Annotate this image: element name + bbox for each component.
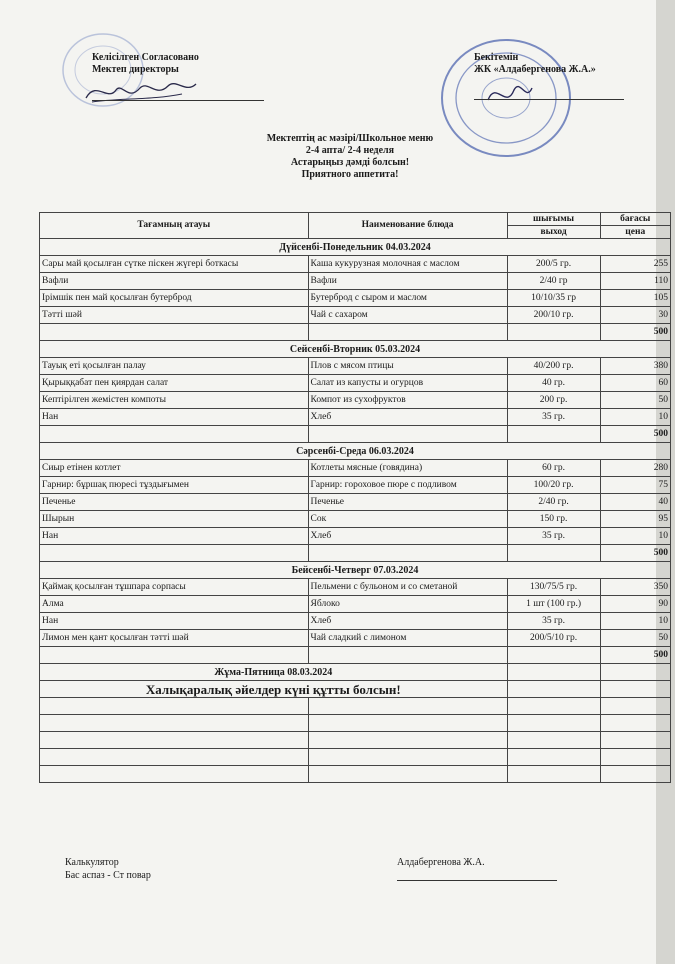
dish-name-kz: Қырыққабат пен қиярдан салат <box>40 375 309 392</box>
approval-left-line1: Келісілген Согласовано <box>92 52 199 63</box>
dish-name-ru: Каша кукурузная молочная с маслом <box>308 256 507 273</box>
signature-line-right <box>474 99 624 100</box>
day-total: 500 <box>600 647 670 664</box>
day-title: Сейсенбі-Вторник 05.03.2024 <box>40 341 671 358</box>
dish-price: 30 <box>600 307 670 324</box>
day-total: 500 <box>600 545 670 562</box>
dish-price: 10 <box>600 613 670 630</box>
table-row <box>40 273 671 290</box>
dish-price: 10 <box>600 409 670 426</box>
dish-output: 200/5/10 гр. <box>507 630 600 647</box>
day-title-row <box>40 341 671 358</box>
dish-output: 150 гр. <box>507 511 600 528</box>
director-signature <box>82 72 202 112</box>
dish-price: 60 <box>600 375 670 392</box>
empty-cell <box>600 698 670 715</box>
dish-output: 1 шт (100 гр.) <box>507 596 600 613</box>
total-empty <box>507 426 600 443</box>
dish-output: 2/40 гр. <box>507 494 600 511</box>
empty-cell <box>600 766 670 783</box>
dish-name-kz: Лимон мен қант қосылған тәтті шәй <box>40 630 309 647</box>
title-line4: Приятного аппетита! <box>301 169 399 180</box>
table-row <box>40 528 671 545</box>
dish-name-kz: Кептірілген жемістен компоты <box>40 392 309 409</box>
empty-cell <box>507 749 600 766</box>
dish-name-kz: Сары май қосылған сүтке піскен жүгері боткасы <box>40 256 309 273</box>
day-total: 500 <box>600 426 670 443</box>
title-line1: Мектептің ас мәзірі/Школьное меню <box>266 133 434 144</box>
col-header-kz: Тағамның атауы <box>40 213 309 239</box>
dish-name-kz: Нан <box>40 528 309 545</box>
table-row <box>40 290 671 307</box>
footer-right <box>397 856 485 869</box>
col-header-output-ru: выход <box>507 226 600 239</box>
dish-name-ru: Чай с сахаром <box>308 307 507 324</box>
col-header-output-kz: шығымы <box>507 213 600 226</box>
dish-name-ru: Пельмени с бульоном и со сметаной <box>308 579 507 596</box>
dish-output: 35 гр. <box>507 409 600 426</box>
dish-name-ru: Плов с мясом птицы <box>308 358 507 375</box>
table-row <box>40 511 671 528</box>
approval-right-line1: Бекітемін <box>474 52 519 63</box>
dish-output: 200/5 гр. <box>507 256 600 273</box>
empty-cell <box>308 732 507 749</box>
total-empty <box>308 545 507 562</box>
greeting-row <box>40 681 671 698</box>
table-row <box>40 477 671 494</box>
empty-cell <box>600 715 670 732</box>
dish-name-kz: Нан <box>40 613 309 630</box>
dish-name-ru: Печенье <box>308 494 507 511</box>
total-empty <box>40 324 309 341</box>
day-title: Жұма-Пятница 08.03.2024 <box>40 664 508 681</box>
table-row <box>40 630 671 647</box>
title-line2: 2-4 апта/ 2-4 неделя <box>305 145 395 156</box>
empty-cell <box>308 698 507 715</box>
total-empty <box>308 426 507 443</box>
dish-price: 50 <box>600 630 670 647</box>
empty-cell <box>600 749 670 766</box>
dish-price: 110 <box>600 273 670 290</box>
table-row <box>40 256 671 273</box>
dish-name-kz: Вафли <box>40 273 309 290</box>
dish-price: 10 <box>600 528 670 545</box>
dish-price: 75 <box>600 477 670 494</box>
empty-cell <box>40 732 309 749</box>
dish-name-ru: Компот из сухофруктов <box>308 392 507 409</box>
total-row <box>40 324 671 341</box>
approval-left <box>92 52 199 76</box>
empty-cell <box>507 715 600 732</box>
dish-price: 255 <box>600 256 670 273</box>
col-header-price-ru: цена <box>600 226 670 239</box>
empty-cell <box>308 715 507 732</box>
table-row <box>40 375 671 392</box>
table-row <box>40 613 671 630</box>
footer-name: Алдабергенова Ж.А. <box>397 857 485 868</box>
empty-cell <box>308 766 507 783</box>
empty-cell <box>600 732 670 749</box>
empty-cell <box>40 766 309 783</box>
dish-price: 105 <box>600 290 670 307</box>
dish-name-ru: Хлеб <box>308 528 507 545</box>
menu-title <box>200 133 500 181</box>
empty-cell <box>600 681 670 698</box>
empty-row <box>40 732 671 749</box>
dish-name-ru: Салат из капусты и огурцов <box>308 375 507 392</box>
dish-name-kz: Алма <box>40 596 309 613</box>
dish-name-kz: Нан <box>40 409 309 426</box>
dish-name-ru: Бутерброд с сыром и маслом <box>308 290 507 307</box>
dish-name-ru: Котлеты мясные (говядина) <box>308 460 507 477</box>
total-row <box>40 545 671 562</box>
empty-row <box>40 698 671 715</box>
dish-name-ru: Сок <box>308 511 507 528</box>
day-title: Бейсенбі-Четверг 07.03.2024 <box>40 562 671 579</box>
empty-cell <box>507 681 600 698</box>
dish-name-kz: Тәтті шәй <box>40 307 309 324</box>
dish-output: 35 гр. <box>507 613 600 630</box>
total-row <box>40 426 671 443</box>
dish-name-kz: Сиыр етінен котлет <box>40 460 309 477</box>
dish-output: 35 гр. <box>507 528 600 545</box>
dish-name-ru: Вафли <box>308 273 507 290</box>
footer-signature-line <box>397 880 557 881</box>
total-empty <box>507 324 600 341</box>
table-row <box>40 392 671 409</box>
dish-name-ru: Хлеб <box>308 613 507 630</box>
dish-price: 380 <box>600 358 670 375</box>
dish-name-kz: Гарнир: бұршақ пюресі тұздығымен <box>40 477 309 494</box>
total-empty <box>507 545 600 562</box>
dish-name-kz: Шырын <box>40 511 309 528</box>
dish-name-ru: Хлеб <box>308 409 507 426</box>
dish-output: 200 гр. <box>507 392 600 409</box>
approval-left-line2: Мектеп директоры <box>92 64 179 75</box>
day-total: 500 <box>600 324 670 341</box>
dish-output: 100/20 гр. <box>507 477 600 494</box>
total-empty <box>308 324 507 341</box>
table-row <box>40 307 671 324</box>
dish-output: 60 гр. <box>507 460 600 477</box>
day-title-row <box>40 562 671 579</box>
dish-name-kz: Тауық еті қосылған палау <box>40 358 309 375</box>
day-title: Сәрсенбі-Среда 06.03.2024 <box>40 443 671 460</box>
empty-cell <box>308 749 507 766</box>
table-row <box>40 409 671 426</box>
empty-row <box>40 766 671 783</box>
dish-name-kz: Қаймақ қосылған тұшпара сорпасы <box>40 579 309 596</box>
menu-table <box>39 212 671 783</box>
approval-right <box>474 52 596 76</box>
table-row <box>40 494 671 511</box>
empty-cell <box>507 698 600 715</box>
dish-name-ru: Яблоко <box>308 596 507 613</box>
total-empty <box>40 426 309 443</box>
dish-name-kz: Печенье <box>40 494 309 511</box>
footer-chef: Бас аспаз - Ст повар <box>65 870 151 881</box>
dish-price: 95 <box>600 511 670 528</box>
day-title-row <box>40 239 671 256</box>
total-empty <box>40 647 309 664</box>
dish-output: 130/75/5 гр. <box>507 579 600 596</box>
total-empty <box>40 545 309 562</box>
dish-price: 280 <box>600 460 670 477</box>
table-row <box>40 579 671 596</box>
dish-output: 10/10/35 гр <box>507 290 600 307</box>
dish-name-ru: Гарнир: гороховое пюре с подливом <box>308 477 507 494</box>
total-empty <box>308 647 507 664</box>
dish-output: 2/40 гр <box>507 273 600 290</box>
table-header-row <box>40 213 671 226</box>
empty-cell <box>507 732 600 749</box>
dish-price: 90 <box>600 596 670 613</box>
dish-price: 40 <box>600 494 670 511</box>
col-header-price-kz: бағасы <box>600 213 670 226</box>
dish-output: 200/10 гр. <box>507 307 600 324</box>
day-title: Дүйсенбі-Понедельник 04.03.2024 <box>40 239 671 256</box>
dish-output: 40 гр. <box>507 375 600 392</box>
empty-cell <box>507 664 600 681</box>
col-header-ru: Наименование блюда <box>308 213 507 239</box>
holiday-greeting: Халықаралық әйелдер күні құтты болсын! <box>40 681 508 698</box>
empty-cell <box>40 749 309 766</box>
dish-output: 40/200 гр. <box>507 358 600 375</box>
dish-name-ru: Чай сладкий с лимоном <box>308 630 507 647</box>
total-empty <box>507 647 600 664</box>
empty-cell <box>600 664 670 681</box>
empty-row <box>40 749 671 766</box>
approval-right-line2: ЖК «Алдабергенова Ж.А.» <box>474 64 596 75</box>
total-row <box>40 647 671 664</box>
dish-price: 50 <box>600 392 670 409</box>
title-line3: Астарыңыз дәмді болсын! <box>290 157 410 168</box>
empty-row <box>40 715 671 732</box>
empty-cell <box>40 715 309 732</box>
dish-name-kz: Ірімшік пен май қосылған бутерброд <box>40 290 309 307</box>
signature-line-left <box>92 100 264 101</box>
day-title-row <box>40 443 671 460</box>
empty-cell <box>40 698 309 715</box>
table-row <box>40 596 671 613</box>
footer-left <box>65 856 151 882</box>
dish-price: 350 <box>600 579 670 596</box>
empty-cell <box>507 766 600 783</box>
table-row <box>40 358 671 375</box>
footer-calculator: Калькулятор <box>65 857 119 868</box>
day-title-row <box>40 664 671 681</box>
table-row <box>40 460 671 477</box>
